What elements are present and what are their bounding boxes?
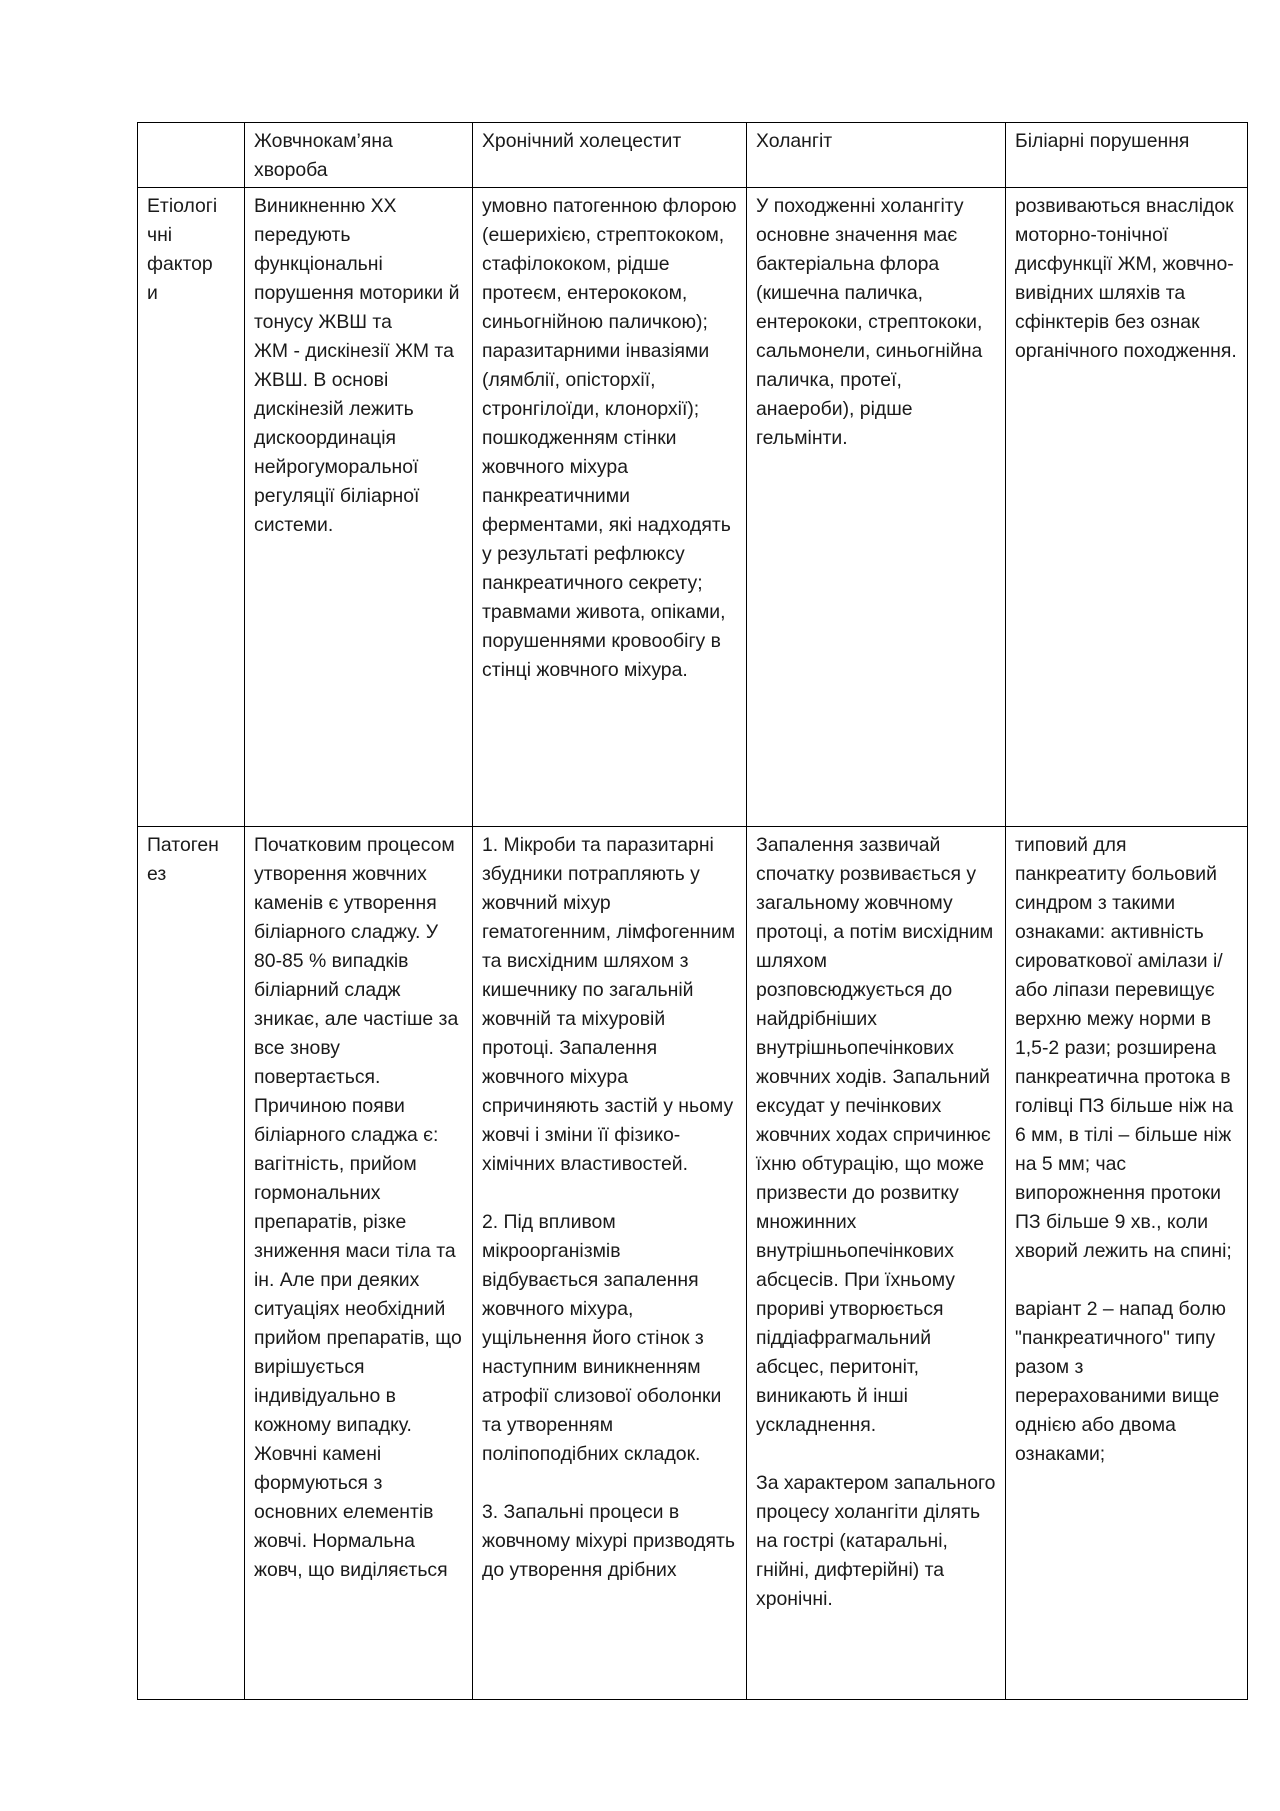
table-cell: розвиваються внаслідок моторно-тонічної дисфункції ЖМ, жовчно-вивідних шляхів та сфінктерів без ознак органічного походження.	[1006, 188, 1248, 827]
table-cell: 1. Мікроби та паразитарні збудники потрапляють у жовчний міхур гематогенним, лімфогенним та висхідним шляхом з кишечнику по загальній жовчній та міхуровій протоці. Запалення жовчного міхура спричиняють застій у ньому жовчі і зміни її фізико-хімічних властивостей. 2. Під впливом мікроорганізмів відбувається запалення жовчного міхура, ущільнення його стінок з наступним виникненням атрофії слизової оболонки та утворенням поліпоподібних складок. 3. Запальні процеси в жовчному міхурі призводять до утворення дрібних	[473, 827, 747, 1700]
header-cell-chronic-cholecystitis: Хронічний холецестит	[473, 123, 747, 188]
table-cell: Виникненню ХХ передують функціональні порушення моторики й тонусу ЖВШ та ЖМ - дискінезії ЖМ та ЖВШ. В основі дискінезій лежить дискоординація нейрогуморальної регуляції біліарної системи.	[245, 188, 473, 827]
table-row-etiology	[138, 188, 1248, 827]
table-cell: Початковим процесом утворення жовчних каменів є утворення біліарного сладжу. У 80-85 % випадків біліарний сладж зникає, але частіше за все знову повертається. Причиною появи біліарного сладжа є: вагітність, прийом гормональних препаратів, різке зниження маси тіла та ін. Але при деяких ситуаціях необхідний прийом препаратів, що вирішується індивідуально в кожному випадку. Жовчні камені формуються з основних елементів жовчі. Нормальна жовч, що виділяється	[245, 827, 473, 1700]
table-cell: У походженні холангіту основне значення має бактеріальна флора (кишечна паличка, ентерококи, стрептококи, сальмонели, синьогнійна паличка, протеї, анаероби), рідше гельмінти.	[747, 188, 1006, 827]
row-label-pathogenesis: Патоген ез	[138, 827, 245, 1700]
header-cell-corner	[138, 123, 245, 188]
table-cell: Запалення зазвичай спочатку розвивається у загальному жовчному протоці, а потім висхідним шляхом розповсюджується до найдрібніших внутрішньопечінкових жовчних ходів. Запальний ексудат у печінкових жовчних ходах спричинює їхню обтурацію, що може призвести до розвитку множинних внутрішньопечінкових абсцесів. При їхньому прориві утворюється піддіафрагмальний абсцес, перитоніт, виникають й інші ускладнення. За характером запального процесу холангіти ділять на гострі (катаральні, гнійні, дифтерійні) та хронічні.	[747, 827, 1006, 1700]
header-cell-gallstone-disease: Жовчнокам’яна хвороба	[245, 123, 473, 188]
comparison-table	[137, 122, 1248, 1700]
table-row-pathogenesis	[138, 827, 1248, 1700]
header-cell-biliary-disorders: Біліарні порушення	[1006, 123, 1248, 188]
row-label-etiology: Етіологі чні фактор и	[138, 188, 245, 827]
table-cell: типовий для панкреатиту больовий синдром з такими ознаками: активність сироваткової амілази і/або ліпази перевищує верхню межу норми в 1,5-2 рази; розширена панкреатична протока в голівці ПЗ більше ніж на 6 мм, в тілі – більше ніж на 5 мм; час випорожнення протоки ПЗ більше 9 хв., коли хворий лежить на спині; варіант 2 – напад болю "панкреатичного" типу разом з перерахованими вище однією або двома ознаками;	[1006, 827, 1248, 1700]
header-cell-cholangitis: Холангіт	[747, 123, 1006, 188]
table-header-row	[138, 123, 1248, 188]
table-cell: умовно патогенною флорою (ешерихією, стрептококом, стафілококом, рідше протеєм, ентерококом, синьогнійною паличкою); паразитарними інвазіями (лямблії, опісторхії, стронгілоїди, клонорхії); пошкодженням стінки жовчного міхура панкреатичними ферментами, які надходять у результаті рефлюксу панкреатичного секрету; травмами живота, опіками, порушеннями кровообігу в стінці жовчного міхура.	[473, 188, 747, 827]
